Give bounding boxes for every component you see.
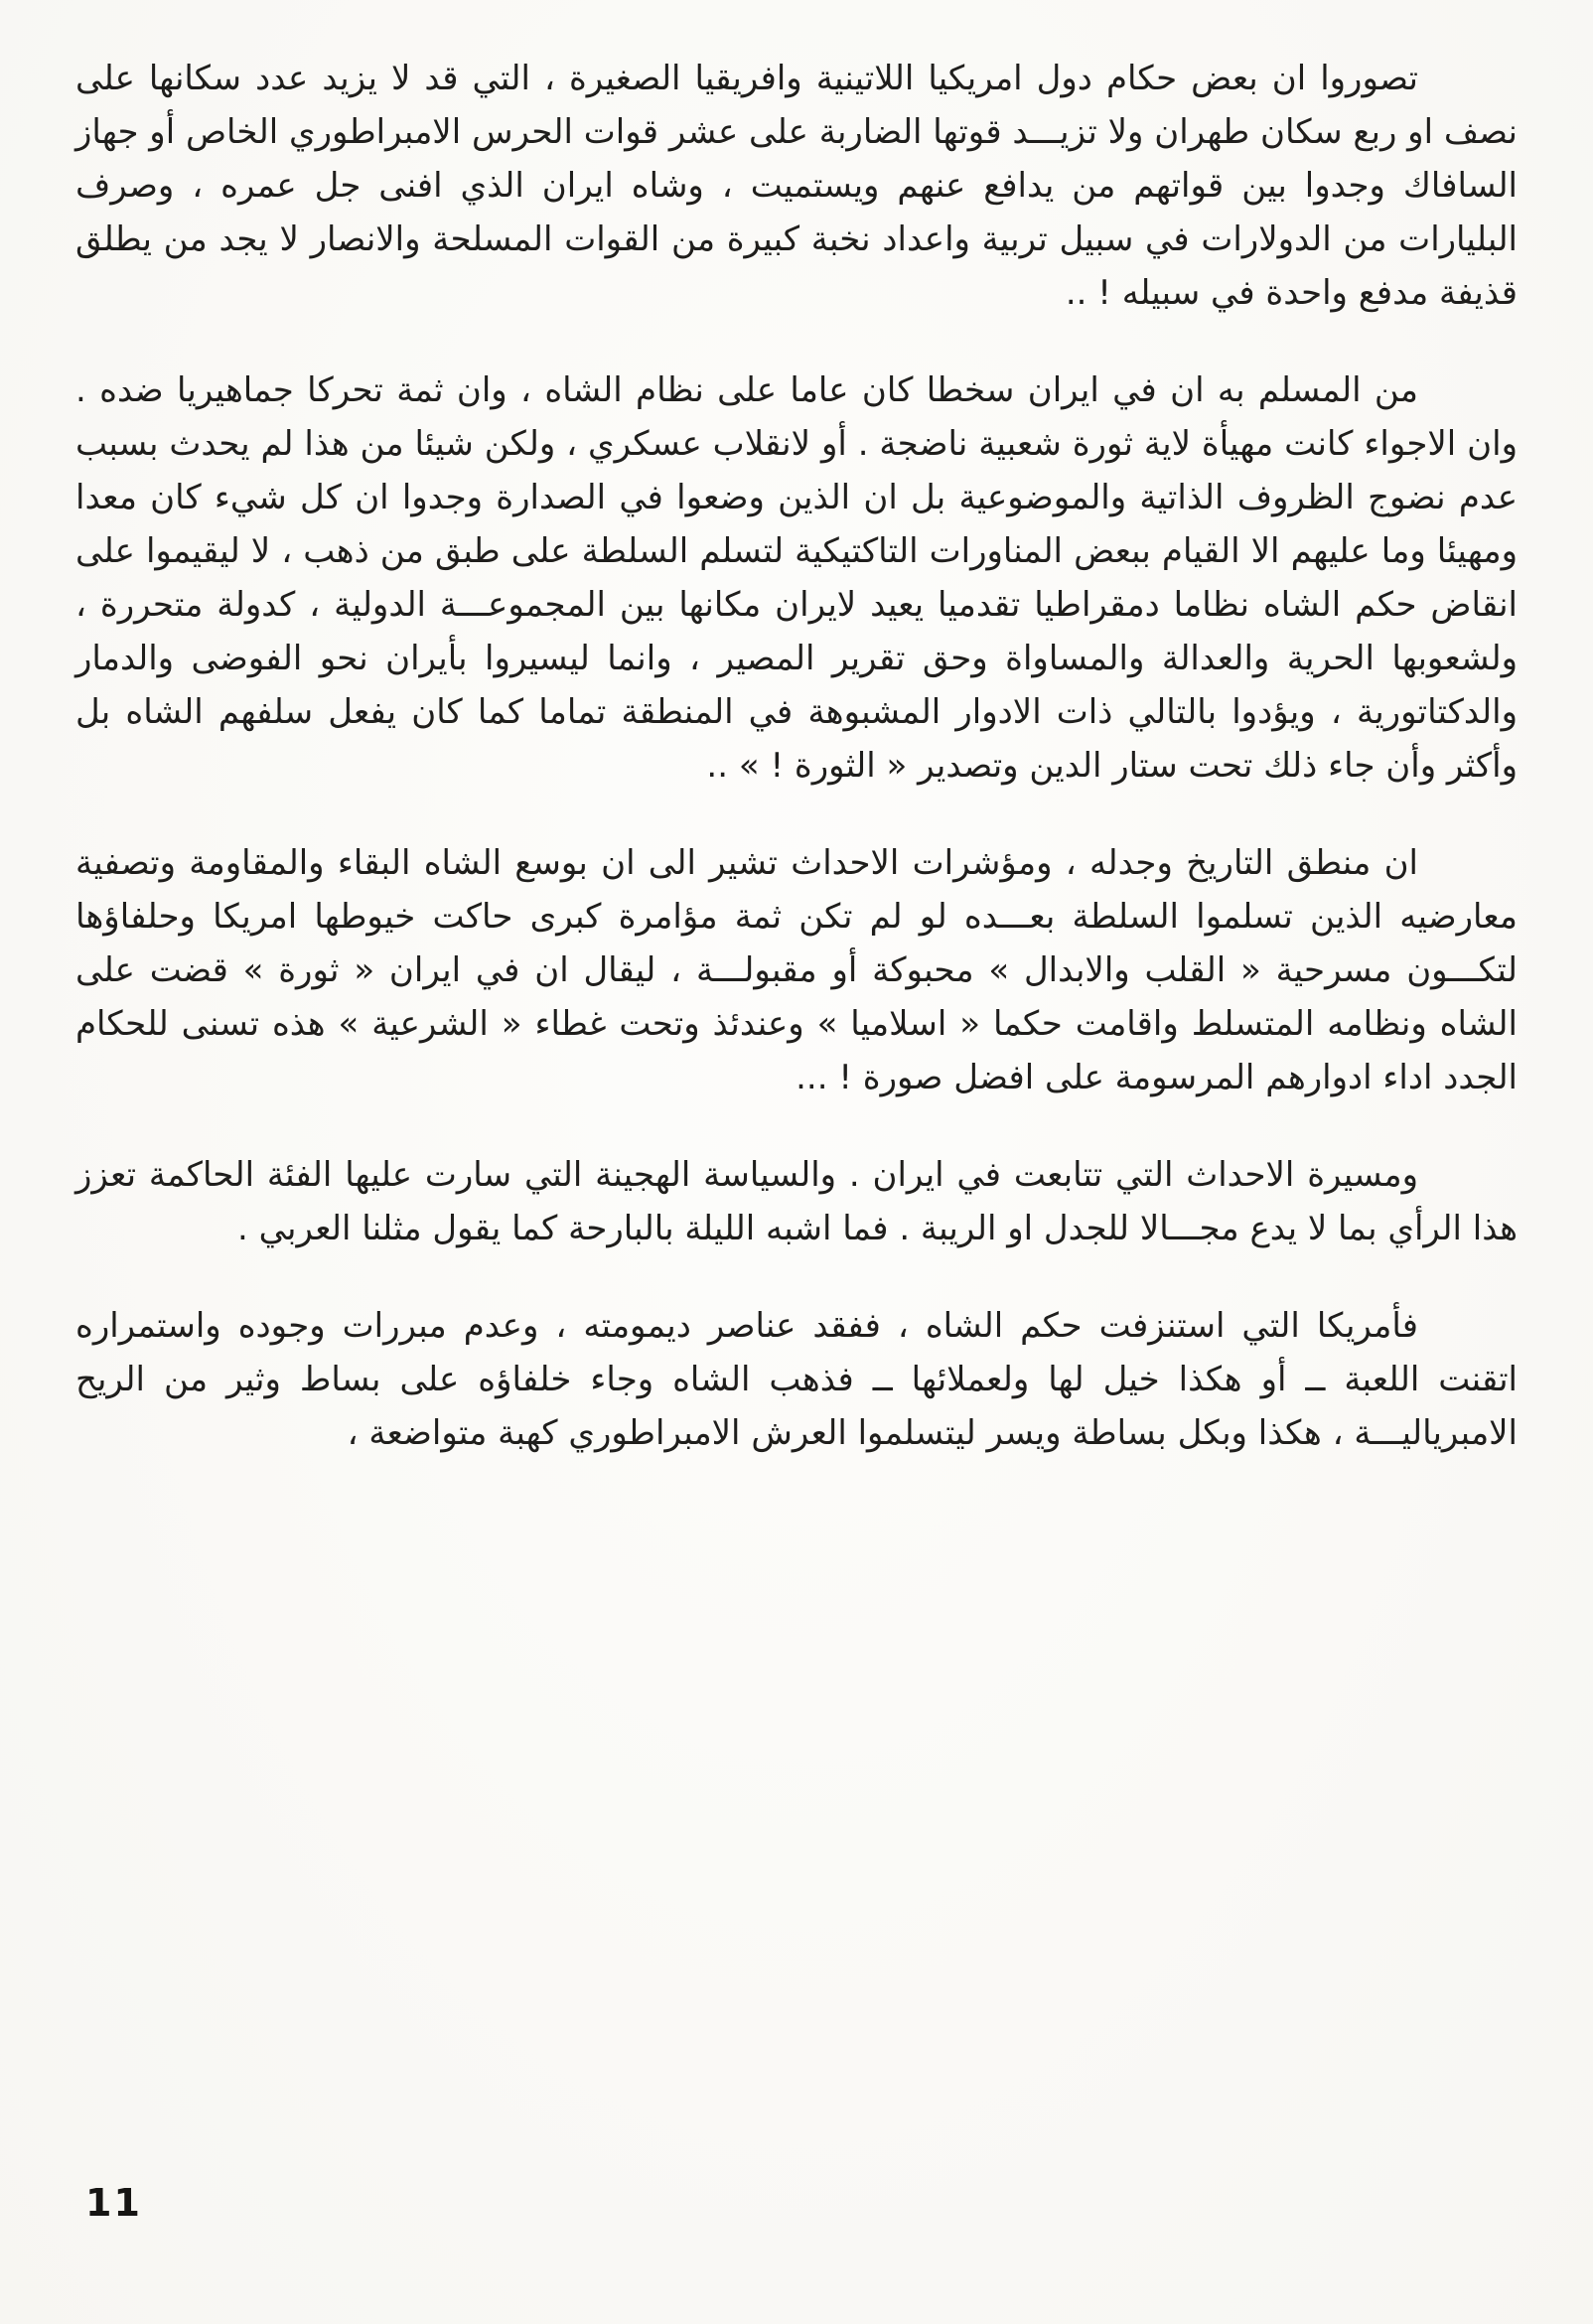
paragraph-2: من المسلم به ان في ايران سخطا كان عاما على نظام الشاه ، وان ثمة تحركا جماهيريا ضده . وان الاجواء كانت مهيأة لاية ثورة شعبية ناضجة . أو لانقلاب عسكري ، ولكن شيئا من هذا لم يحدث بسبب عدم نضوج الظروف الذاتية والموضوعية بل ان الذين وضعوا في الصدارة وجدوا ان كل شيء كان معدا ومهيئا وما عليهم الا القيام ببعض المناورات التاكتيكية لتسلم السلطة على طبق من ذهب ، لا ليقيموا على انقاض حكم الشاه نظاما دمقراطيا تقدميا يعيد لايران مكانها بين المجموعـــة الدولية ، كدولة متحررة ، ولشعوبها الحرية والعدالة والمساواة وحق تقرير المصير ، وانما ليسيروا بأيران نحو الفوضى والدمار والدكتاتورية ، ويؤدوا بالتالي ذات الادوار المشبوهة في المنطقة تماما كما كان يفعل سلفهم الشاه بل وأكثر وأن جاء ذلك تحت ستار الدين وتصدير « الثورة ! » .. bbox=[75, 370, 1518, 786]
paragraph-5: فأمريكا التي استنزفت حكم الشاه ، ففقد عناصر ديمومته ، وعدم مبررات وجوده واستمراره اتقنت اللعبة ــ أو هكذا خيل لها ولعملائها ــ فذهب الشاه وجاء خلفاؤه على بساط وثير من الريح الامبرياليـــة ، هكذا وبكل بساطة ويسر ليتسلموا العرش الامبراطوري كهبة متواضعة ، bbox=[75, 1306, 1518, 1453]
body-text bbox=[75, 52, 1518, 1460]
paragraph-3: ان منطق التاريخ وجدله ، ومؤشرات الاحداث تشير الى ان بوسع الشاه البقاء والمقاومة وتصفية معارضيه الذين تسلموا السلطة بعـــده لو لم تكن ثمة مؤامرة كبرى حاكت خيوطها امريكا وحلفاؤها لتكـــون مسرحية « القلب والابدال » محبوكة أو مقبولـــة ، ليقال ان في ايران « ثورة » قضت على الشاه ونظامه المتسلط واقامت حكما « اسلاميا » وعندئذ وتحت غطاء « الشرعية » هذه تسنى للحكام الجدد اداء ادوارهم المرسومة على افضل صورة ! ... bbox=[75, 843, 1518, 1097]
paragraph-4: ومسيرة الاحداث التي تتابعت في ايران . والسياسة الهجينة التي سارت عليها الفئة الحاكمة تعزز هذا الرأي بما لا يدع مجـــالا للجدل او الريبة . فما اشبه الليلة بالبارحة كما يقول مثلنا العربي . bbox=[75, 1155, 1518, 1248]
paragraph-1: تصوروا ان بعض حكام دول امريكيا اللاتينية وافريقيا الصغيرة ، التي قد لا يزيد عدد سكانها على نصف او ربع سكان طهران ولا تزيـــد قوتها الضاربة على عشر قوات الحرس الامبراطوري الخاص أو جهاز السافاك وجدوا بين قواتهم من يدافع عنهم ويستميت ، وشاه ايران الذي افنى جل عمره ، وصرف البليارات من الدولارات في سبيل تربية واعداد نخبة كبيرة من القوات المسلحة والانصار لا يجد من يطلق قذيفة مدفع واحدة في سبيله ! .. bbox=[75, 59, 1518, 313]
page-number: 11 bbox=[85, 2181, 142, 2225]
